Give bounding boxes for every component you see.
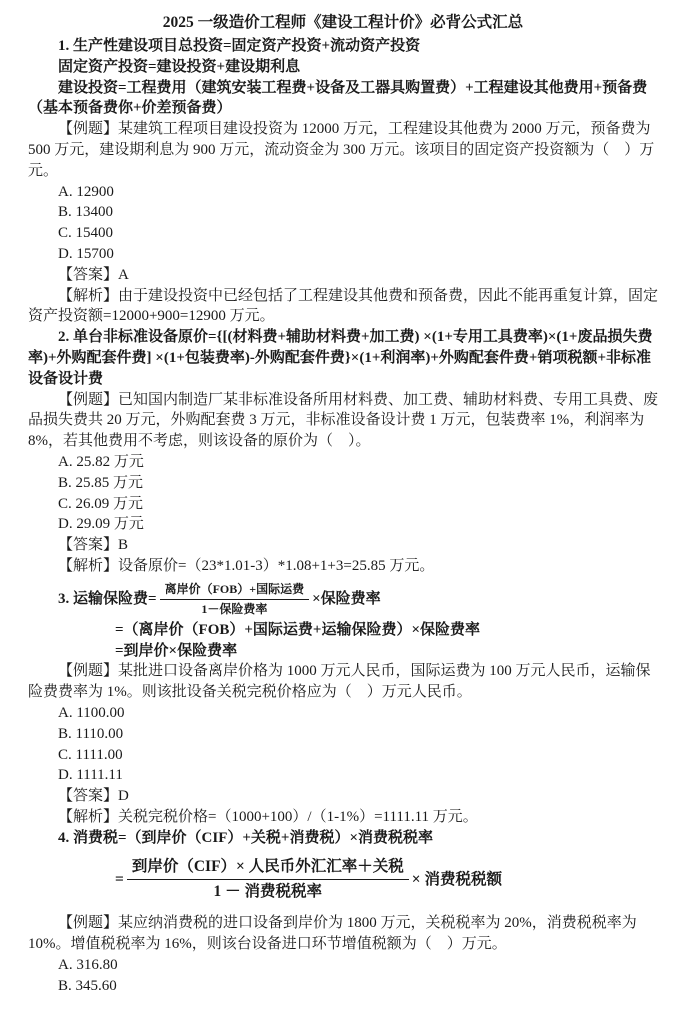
s3-formula-line2: =（离岸价（FOB）+国际运费+运输保险费）×保险费率 — [115, 621, 481, 638]
s3-fraction — [160, 582, 310, 617]
s4-option-b: B. 345.60 — [58, 977, 117, 994]
s4-formula-suffix: × 消费税税额 — [411, 870, 502, 888]
s1-option-b: B. 13400 — [58, 204, 114, 221]
s2-option-c: C. 26.09 万元 — [58, 495, 144, 512]
s3-formula-insurance — [28, 582, 658, 617]
s3-formula-line3: =到岸价×保险费率 — [115, 642, 238, 659]
s1-option-a: A. 12900 — [58, 183, 114, 200]
s1-formula-construction-investment: 建设投资=工程费用（建筑安装工程费+设备及工器具购置费）+工程建设其他费用+预备费（基本预备费你+价差预备费） — [28, 79, 648, 117]
s1-answer-line: 【答案】A — [58, 266, 129, 283]
s1-option-c: C. 15400 — [58, 225, 114, 242]
s4-formula-prefix: = — [115, 870, 124, 888]
s3-formula-prefix: 3. 运输保险费= — [58, 590, 157, 607]
s3-formula-suffix: ×保险费率 — [312, 590, 381, 607]
s3-fraction-numerator: 离岸价（FOB）+国际运费 — [160, 582, 310, 600]
s2-example-paragraph: 【例题】已知国内制造厂某非标准设备所用材料费、加工费、辅助材料费、专用工具费、废品损失费共 20 万元，外购配套费 3 万元，非标准设备设计费 1 万元，包装费率 1%，利润率为 8%，若其他费用不考虑，则该设备的原价为（ ）。 — [28, 391, 659, 450]
s1-formula-fixed-asset: 固定资产投资=建设投资+建设期利息 — [58, 58, 301, 75]
s4-option-a: A. 316.80 — [58, 957, 118, 974]
s4-example-paragraph: 【例题】某应纳消费税的进口设备到岸价为 1800 万元，关税税率为 20%，消费税税率为 10%。增值税税率为 16%，则该台设备进口环节增值税额为（ ）万元。 — [28, 915, 637, 953]
s2-option-b: B. 25.85 万元 — [58, 474, 144, 491]
s4-fraction — [127, 857, 409, 902]
s4-fraction-numerator: 到岸价（CIF）× 人民币外汇汇率＋关税 — [127, 857, 409, 880]
s2-answer-line: 【答案】B — [58, 537, 129, 554]
s2-analysis-paragraph: 【解析】设备原价=（23*1.01-3）*1.08+1+3=25.85 万元。 — [58, 557, 435, 574]
s2-option-a: A. 25.82 万元 — [58, 453, 144, 470]
s4-formula-consumption-tax: 4. 消费税=（到岸价（CIF）+关税+消费税）×消费税税率 — [58, 829, 434, 846]
s3-answer-line: 【答案】D — [58, 788, 129, 805]
s4-formula-fraction-row — [28, 857, 658, 902]
page-title: 2025 一级造价工程师《建设工程计价》必背公式汇总 — [162, 14, 524, 31]
s1-option-d: D. 15700 — [58, 245, 114, 262]
s2-formula-nonstandard-equipment: 2. 单台非标准设备原价={[(材料费+辅助材料费+加工费) ×(1+专用工具费率)×(1+废品损失费率)+外购配套件费] ×(1+包装费率)-外购配套件费}×(1+利润率)+外购配套件费+销项税额+非标准设备设计费 — [28, 329, 653, 387]
s1-analysis-paragraph: 【解析】由于建设投资中已经包括了工程建设其他费和预备费，因此不能再重复计算，固定资产投资额=12000+900=12900 万元。 — [28, 287, 659, 325]
s2-option-d: D. 29.09 万元 — [58, 516, 144, 533]
s3-option-a: A. 1100.00 — [58, 704, 125, 721]
s3-option-b: B. 1110.00 — [58, 725, 124, 742]
s4-fraction-denominator: 1 － 消费税税率 — [213, 883, 323, 901]
s1-formula-total-investment: 1. 生产性建设项目总投资=固定资产投资+流动资产投资 — [58, 38, 421, 54]
s3-option-c: C. 1111.00 — [58, 746, 123, 763]
s3-example-paragraph: 【例题】某批进口设备离岸价格为 1000 万元人民币，国际运费为 100 万元人民币，运输保险费费率为 1%。则该批设备关税完税价格应为（ ）万元人民币。 — [28, 663, 651, 701]
s3-analysis-paragraph: 【解析】关税完税价格=（1000+100）/（1-1%）=1111.11 万元。 — [58, 808, 478, 825]
s3-option-d: D. 1111.11 — [58, 767, 123, 784]
s1-example-paragraph: 【例题】某建筑工程项目建设投资为 12000 万元，工程建设其他费为 2000 万元，预备费为 500 万元，建设期利息为 900 万元，流动资金为 300 万元。该项目的固定资产投资额为（ ）万元。 — [28, 121, 655, 179]
s3-fraction-denominator: 1－保险费率 — [201, 601, 268, 616]
